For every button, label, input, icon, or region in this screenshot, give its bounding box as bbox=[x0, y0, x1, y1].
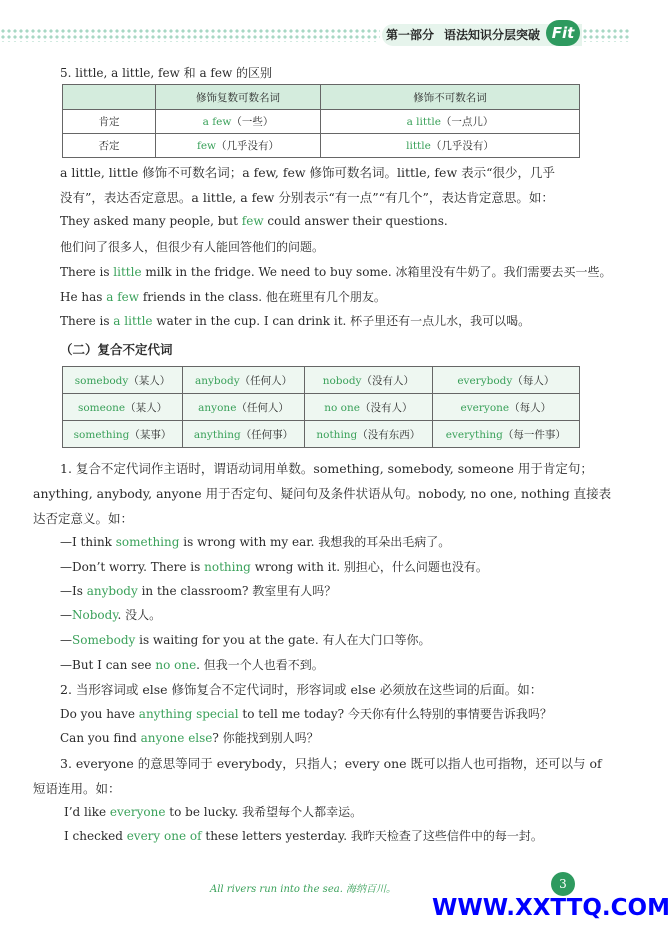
meaning: （没有人） bbox=[361, 374, 414, 387]
text: They asked many people, but bbox=[60, 214, 242, 228]
dialogue-line bbox=[60, 533, 450, 550]
table-cell bbox=[432, 367, 579, 394]
table-cell bbox=[156, 134, 321, 158]
table-cell bbox=[183, 421, 305, 448]
paragraph-line: 短语连用。如： bbox=[33, 781, 121, 796]
table-row bbox=[63, 367, 580, 394]
text: There is bbox=[60, 265, 114, 279]
text: I’d like bbox=[64, 805, 110, 819]
text: wrong with it. 别担心，什么问题也没有。 bbox=[250, 560, 488, 574]
keyword: everybody bbox=[457, 374, 513, 387]
table-header-row bbox=[63, 85, 580, 110]
meaning: （几乎没有） bbox=[430, 140, 494, 152]
meaning: （一些） bbox=[231, 116, 274, 128]
text: —I think bbox=[60, 535, 116, 549]
compound-pronoun-table bbox=[62, 366, 580, 448]
meaning: （几乎没有） bbox=[216, 140, 280, 152]
keyword: anything bbox=[193, 428, 241, 441]
keyword: Somebody bbox=[72, 633, 136, 647]
header-title: 语法知识分层突破 bbox=[444, 28, 541, 42]
table-cell: 肯定 bbox=[63, 110, 156, 134]
table-row bbox=[63, 134, 580, 158]
keyword: nothing bbox=[204, 560, 251, 574]
example-translation: 他们问了很多人，但很少有人能回答他们的问题。 bbox=[60, 240, 325, 254]
meaning: （某人） bbox=[125, 401, 168, 414]
dialogue-line bbox=[60, 606, 161, 623]
keyword: no one bbox=[155, 658, 197, 672]
keyword: everything bbox=[445, 428, 503, 441]
text: friends in the class. 他在班里有几个朋友。 bbox=[139, 290, 386, 304]
example-sentence bbox=[60, 705, 552, 722]
text: to be lucky. 我希望每个人都幸运。 bbox=[165, 805, 363, 819]
keyword: few bbox=[241, 214, 264, 228]
paragraph-line: 2. 当形容词或 else 修饰复合不定代词时，形容词或 else 必须放在这些词的后面。如： bbox=[60, 682, 543, 697]
meaning: （任何人） bbox=[236, 401, 289, 414]
text: He has bbox=[60, 290, 107, 304]
text: milk in the fridge. We need to buy some. 冰箱里没有牛奶了。我们需要去买一些。 bbox=[141, 265, 612, 279]
table-cell bbox=[156, 110, 321, 134]
table-cell bbox=[63, 421, 183, 448]
paragraph-line: anything, anybody, anyone 用于否定句、疑问句及条件状语从句。nobody, no one, nothing 直接表 bbox=[33, 486, 612, 501]
keyword: something bbox=[73, 428, 130, 441]
text: — bbox=[60, 608, 72, 622]
text: Can you find bbox=[60, 731, 141, 745]
keyword: anyone bbox=[198, 401, 237, 414]
keyword: a little bbox=[113, 314, 153, 328]
watermark: WWW.XXTTQ.COM bbox=[432, 895, 670, 921]
keyword: nothing bbox=[316, 428, 358, 441]
keyword: no one bbox=[324, 401, 360, 414]
text: is wrong with my ear. 我想我的耳朵出毛病了。 bbox=[179, 535, 451, 549]
dialogue-line bbox=[60, 631, 430, 648]
example-sentence bbox=[60, 288, 386, 305]
keyword: a few bbox=[202, 116, 232, 128]
text: —Is bbox=[60, 584, 87, 598]
keyword: everyone bbox=[460, 401, 510, 414]
text: to tell me today? 今天你有什么特别的事情要告诉我吗？ bbox=[238, 707, 552, 721]
table-header-cell: 修饰复数可数名词 bbox=[156, 85, 321, 110]
keyword: anything special bbox=[138, 707, 239, 721]
keyword: something bbox=[115, 535, 180, 549]
meaning: （任何人） bbox=[239, 374, 293, 387]
table-row bbox=[63, 110, 580, 134]
text: water in the cup. I can drink it. 杯子里还有一点儿水，我可以喝。 bbox=[152, 314, 531, 328]
section-5-title: 5. little, a little, few 和 a few 的区别 bbox=[60, 66, 273, 80]
paragraph-line: a little, little 修饰不可数名词；a few, few 修饰可数名词。little, few 表示“很少，几乎 bbox=[60, 165, 556, 180]
keyword: little bbox=[113, 265, 142, 279]
section-2-title: （二）复合不定代词 bbox=[60, 342, 173, 357]
keyword: somebody bbox=[74, 374, 129, 387]
text: I checked bbox=[64, 829, 127, 843]
text: Do you have bbox=[60, 707, 139, 721]
text: There is bbox=[60, 314, 114, 328]
dialogue-line bbox=[60, 558, 488, 575]
table-row bbox=[63, 394, 580, 421]
example-sentence bbox=[64, 827, 543, 844]
paragraph-line: 达否定意义。如： bbox=[33, 511, 134, 526]
dialogue-line bbox=[60, 656, 324, 673]
keyword: a little bbox=[406, 116, 441, 128]
header-part: 第一部分 bbox=[386, 28, 435, 42]
table-row bbox=[63, 421, 580, 448]
page-number: 3 bbox=[551, 872, 575, 896]
table-cell bbox=[305, 367, 433, 394]
footer-motto: All rivers run into the sea. 海纳百川。 bbox=[210, 884, 397, 895]
meaning: （每人） bbox=[512, 374, 555, 387]
keyword: nobody bbox=[322, 374, 362, 387]
meaning: （任何事） bbox=[240, 428, 294, 441]
table-cell bbox=[63, 85, 156, 110]
meaning: （一点儿） bbox=[440, 116, 494, 128]
table-cell: 否定 bbox=[63, 134, 156, 158]
meaning: （某人） bbox=[128, 374, 171, 387]
few-little-table bbox=[62, 84, 580, 158]
text: in the classroom? 教室里有人吗？ bbox=[137, 584, 337, 598]
paragraph-line: 1. 复合不定代词作主语时，谓语动词用单数。something, somebody, someone 用于肯定句； bbox=[60, 461, 593, 476]
keyword: everyone bbox=[109, 805, 166, 819]
example-sentence bbox=[60, 729, 319, 746]
keyword: anybody bbox=[86, 584, 138, 598]
brand-logo: Fit bbox=[546, 20, 580, 46]
table-cell bbox=[321, 110, 580, 134]
keyword: anyone else bbox=[140, 731, 213, 745]
keyword: anybody bbox=[194, 374, 240, 387]
paragraph-line: 没有”，表达否定意思。a little, a few 分别表示“有一点”“有几个”，表达肯定意思。如： bbox=[60, 190, 554, 205]
text: —But I can see bbox=[60, 658, 156, 672]
meaning: （没有东西） bbox=[357, 428, 421, 441]
text: ? 你能找到别人吗？ bbox=[212, 731, 319, 745]
example-sentence bbox=[60, 312, 530, 329]
text: —Don’t worry. There is bbox=[60, 560, 205, 574]
meaning: （没有人） bbox=[359, 401, 413, 414]
keyword: few bbox=[196, 140, 217, 152]
keyword: a few bbox=[106, 290, 140, 304]
table-cell bbox=[63, 367, 183, 394]
table-cell bbox=[305, 394, 433, 421]
text: is waiting for you at the gate. 有人在大门口等你。 bbox=[135, 633, 431, 647]
text: — bbox=[60, 633, 72, 647]
table-header-cell: 修饰不可数名词 bbox=[321, 85, 580, 110]
meaning: （某事） bbox=[129, 428, 172, 441]
meaning: （每人） bbox=[509, 401, 552, 414]
keyword: little bbox=[406, 140, 431, 152]
text: . 但我一个人也看不到。 bbox=[196, 658, 324, 672]
text: could answer their questions. bbox=[263, 214, 448, 228]
table-cell bbox=[63, 394, 183, 421]
paragraph-line: 3. everyone 的意思等同于 everybody，只指人；every one 既可以指人也可指物，还可以与 of bbox=[60, 756, 602, 771]
table-cell bbox=[183, 394, 305, 421]
table-cell bbox=[183, 367, 305, 394]
table-cell bbox=[305, 421, 433, 448]
keyword: every one of bbox=[126, 829, 202, 843]
text: these letters yesterday. 我昨天检查了这些信件中的每一封。 bbox=[201, 829, 543, 843]
meaning: （每一件事） bbox=[502, 428, 566, 441]
example-sentence bbox=[60, 214, 448, 228]
keyword: Nobody bbox=[72, 608, 118, 622]
dialogue-line bbox=[60, 582, 336, 599]
example-sentence bbox=[60, 263, 612, 280]
table-cell bbox=[432, 394, 579, 421]
header-dots-left bbox=[0, 28, 380, 42]
keyword: someone bbox=[77, 401, 126, 414]
header-dots-right bbox=[582, 28, 630, 42]
text: . 没人。 bbox=[117, 608, 162, 622]
table-cell bbox=[432, 421, 579, 448]
table-cell bbox=[321, 134, 580, 158]
example-sentence bbox=[64, 803, 362, 820]
